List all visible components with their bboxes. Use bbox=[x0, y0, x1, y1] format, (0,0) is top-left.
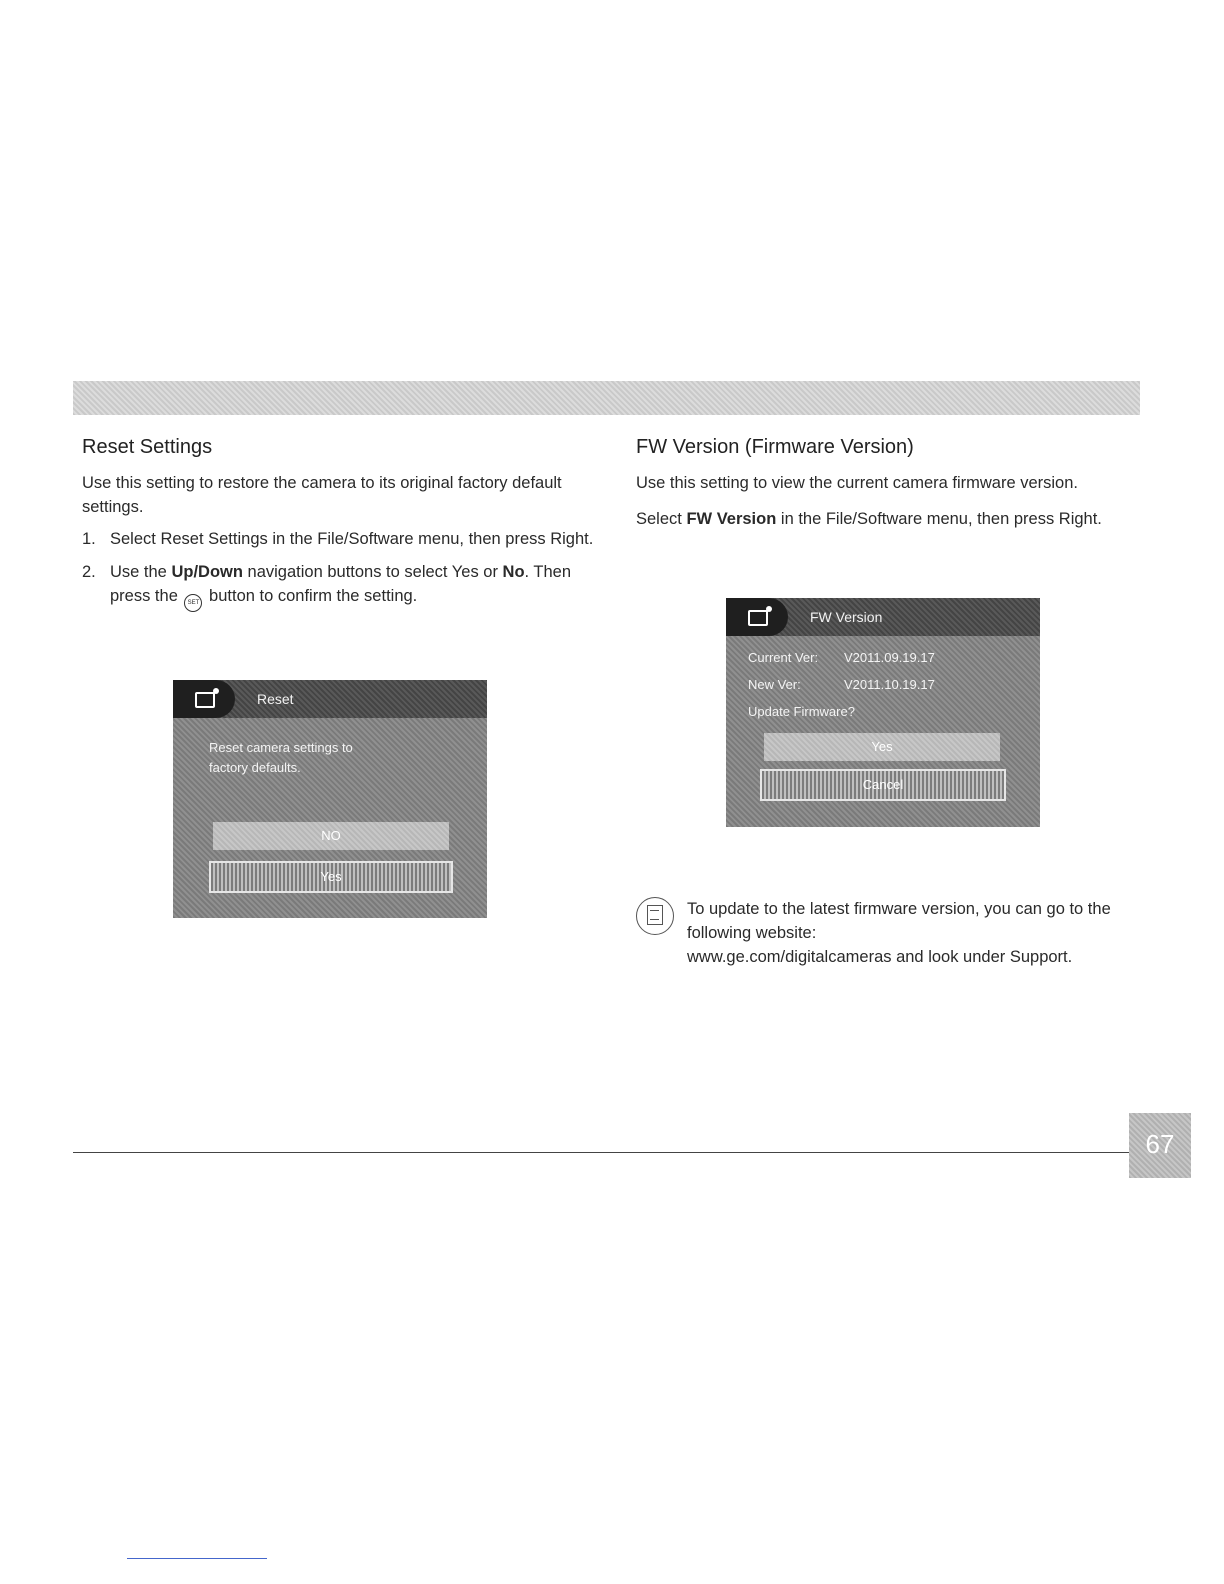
note-line2: www.ge.com/digitalcameras and look under Support. bbox=[687, 948, 1073, 966]
cancel-option-button[interactable]: Cancel bbox=[760, 769, 1006, 801]
fw-version-instruction bbox=[636, 507, 1156, 531]
step-number: 1. bbox=[82, 530, 96, 548]
screen-header bbox=[173, 680, 487, 718]
yes-option-button[interactable]: Yes bbox=[209, 861, 453, 893]
fw-version-screen bbox=[726, 598, 1040, 827]
step-text-post: button to confirm the setting. bbox=[204, 587, 418, 605]
step-bold-no: No bbox=[502, 563, 525, 581]
reset-settings-intro: Use this setting to restore the camera to its original factory default settings. bbox=[82, 474, 562, 516]
fw-version-section bbox=[636, 436, 1156, 539]
reset-screen bbox=[173, 680, 487, 918]
instruction-post: in the File/Software menu, then press Right. bbox=[776, 510, 1102, 528]
step-text-mid: navigation buttons to select Yes or bbox=[242, 563, 503, 581]
fw-version-intro: Use this setting to view the current camera firmware version. bbox=[636, 474, 1078, 492]
reset-steps-list bbox=[82, 527, 602, 612]
camera-settings-icon bbox=[726, 598, 788, 636]
reset-settings-section bbox=[82, 436, 602, 621]
current-ver-label: Current Ver: bbox=[748, 650, 819, 665]
yes-option-button[interactable]: Yes bbox=[764, 733, 1000, 761]
camera-settings-icon bbox=[173, 680, 235, 718]
step-text: Select Reset Settings in the File/Software menu, then press Right. bbox=[110, 530, 594, 548]
note-box bbox=[636, 897, 1156, 969]
reset-settings-title: Reset Settings bbox=[82, 436, 213, 458]
reset-message-line2: factory defaults. bbox=[209, 760, 301, 775]
step-text-pre: Use the bbox=[110, 563, 172, 581]
step-text-mid2: . Then press the bbox=[110, 563, 572, 605]
screen-header bbox=[726, 598, 1040, 636]
set-button-icon: SET bbox=[184, 594, 202, 612]
fw-version-title: FW Version (Firmware Version) bbox=[636, 436, 914, 458]
no-option-button[interactable]: NO bbox=[213, 822, 449, 850]
footer-link-underline bbox=[127, 1558, 267, 1559]
page-number: 67 bbox=[1129, 1113, 1191, 1178]
current-ver-value: V2011.09.19.17 bbox=[844, 650, 935, 665]
note-text bbox=[687, 897, 1156, 969]
reset-message-line1: Reset camera settings to bbox=[209, 740, 353, 755]
update-question: Update Firmware? bbox=[748, 704, 855, 719]
new-ver-label: New Ver: bbox=[748, 677, 801, 692]
section-header-bar bbox=[73, 381, 1140, 415]
new-ver-value: V2011.10.19.17 bbox=[844, 677, 935, 692]
footer-divider bbox=[73, 1152, 1133, 1153]
note-paper-icon bbox=[636, 897, 674, 935]
instruction-pre: Select bbox=[636, 510, 687, 528]
step-number: 2. bbox=[82, 563, 96, 581]
instruction-bold: FW Version bbox=[686, 510, 777, 528]
screen-title: Reset bbox=[257, 691, 294, 707]
screen-title: FW Version bbox=[810, 609, 883, 625]
list-item bbox=[82, 527, 602, 551]
note-line1: To update to the latest firmware version, you can go to the following website: bbox=[687, 900, 1111, 942]
step-bold-updown: Up/Down bbox=[171, 563, 243, 581]
list-item bbox=[82, 560, 602, 612]
